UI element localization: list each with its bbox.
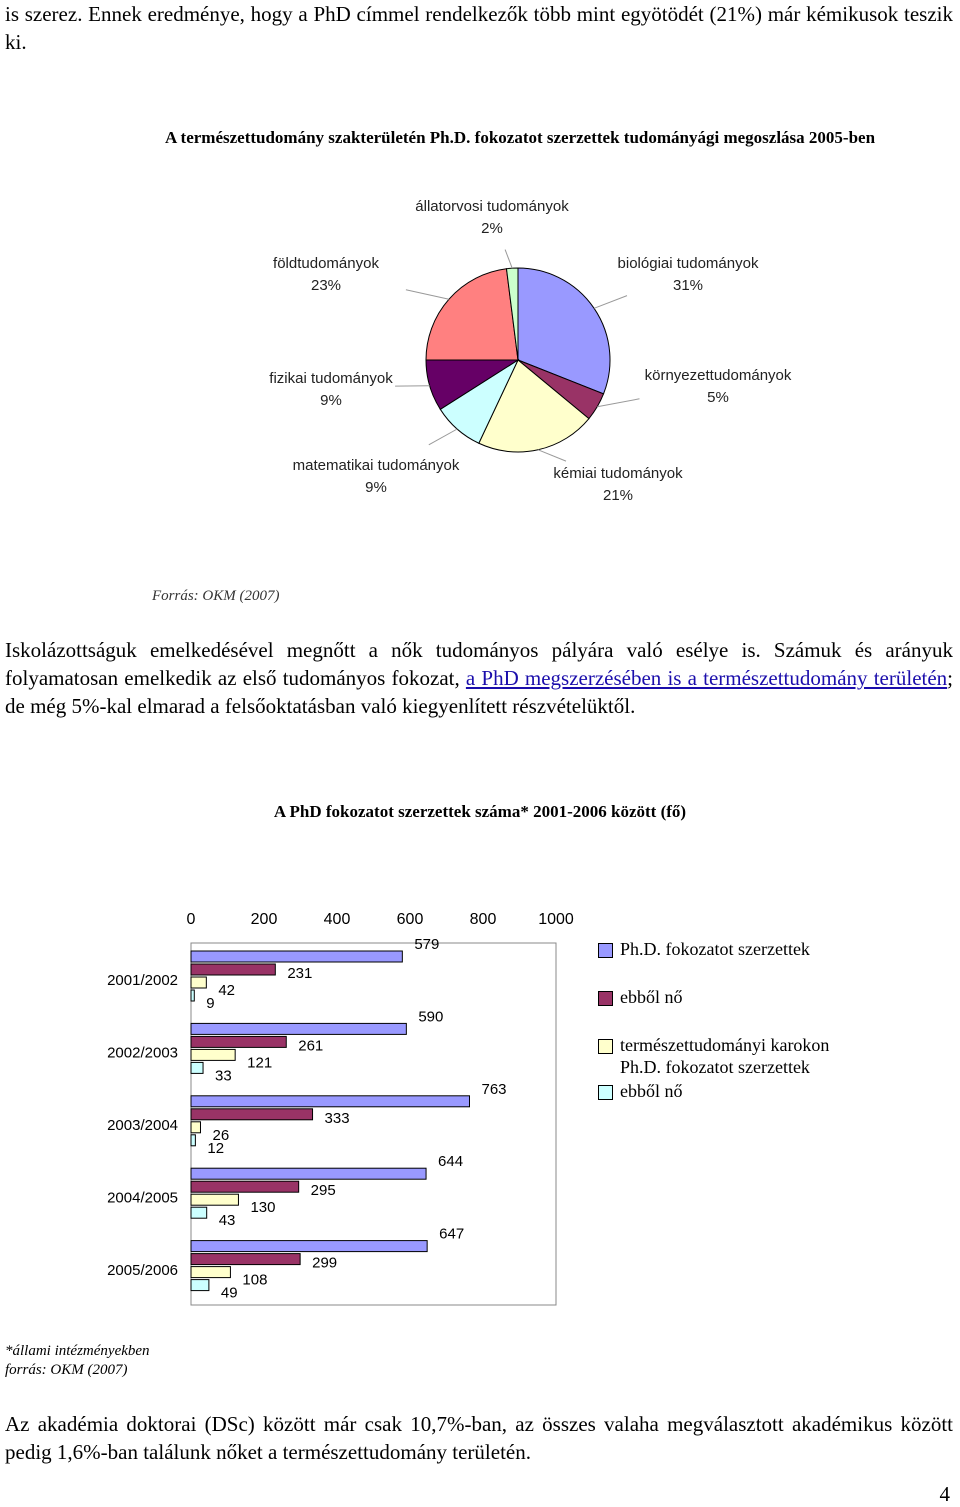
x-tick-label: 1000 — [538, 911, 574, 928]
legend-label: ebből nő — [620, 1080, 683, 1102]
phd-link[interactable]: a PhD megszerzésében is a természettudomány területén — [466, 666, 947, 690]
bar — [191, 1207, 207, 1218]
bar-value-label: 42 — [218, 982, 235, 999]
x-tick-label: 0 — [187, 911, 196, 928]
pie-slice-label: biológiai tudományok — [618, 255, 759, 272]
bar-value-label: 299 — [312, 1255, 337, 1272]
pie-slice-percent: 31% — [673, 277, 703, 294]
category-label: 2001/2002 — [107, 972, 178, 989]
bar-chart-title: A PhD fokozatot szerzettek száma* 2001-2006 között (fő) — [0, 802, 960, 822]
intro-paragraph: is szerez. Ennek eredménye, hogy a PhD címmel rendelkezők több mint egyötödét (21%) már kémikusok teszik ki. — [5, 0, 953, 56]
footnote-line-2: forrás: OKM (2007) — [5, 1361, 150, 1380]
legend-label: ebből nő — [620, 986, 683, 1008]
bar — [191, 1241, 427, 1252]
category-label: 2004/2005 — [107, 1189, 178, 1206]
bar — [191, 1135, 195, 1146]
bar — [191, 1194, 238, 1205]
bar-value-label: 43 — [219, 1212, 236, 1229]
bar — [191, 977, 206, 988]
pie-slice-label: matematikai tudományok — [293, 457, 460, 474]
legend-swatch — [598, 1039, 613, 1054]
pie-slice-percent: 23% — [311, 277, 341, 294]
bar — [191, 1254, 300, 1265]
category-label: 2002/2003 — [107, 1045, 178, 1062]
bar-value-label: 231 — [287, 965, 312, 982]
bar — [191, 1096, 469, 1107]
bar — [191, 1023, 406, 1034]
bar-value-label: 130 — [250, 1199, 275, 1216]
pie-leader-line — [429, 429, 457, 445]
bar-value-label: 647 — [439, 1226, 464, 1243]
pie-slice-label: fizikai tudományok — [269, 370, 393, 387]
paragraph-text-after: ; de még 5%-kal elmarad a felsőoktatásban való kiegyenlített részvételüktől. — [5, 666, 953, 718]
bar-chart — [0, 900, 600, 1320]
bar-value-label: 590 — [418, 1008, 443, 1025]
pie-slice-label: kémiai tudományok — [553, 465, 683, 482]
pie-chart-title: A természettudomány szakterületén Ph.D. fokozatot szerzettek tudományági megoszlása 2005-ben — [0, 128, 960, 148]
legend-swatch — [598, 1085, 613, 1100]
pie-leader-line — [597, 399, 639, 407]
paragraph-text-before: Iskolázottságuk emelkedésével megnőtt a nők tudományos pályára való esélye is. Számuk és arányuk folyamatosan emelkedik az első tudományos fokozat, — [5, 638, 953, 690]
bar — [191, 1181, 299, 1192]
x-tick-label: 800 — [470, 911, 497, 928]
bar — [191, 1109, 313, 1120]
pie-chart — [0, 150, 960, 590]
pie-slice-percent: 9% — [320, 392, 342, 409]
bar-value-label: 33 — [215, 1067, 232, 1084]
bar — [191, 990, 194, 1001]
bar — [191, 1036, 286, 1047]
pie-leader-line — [406, 290, 449, 300]
bar-value-label: 295 — [311, 1182, 336, 1199]
footnote — [5, 1342, 150, 1380]
x-tick-label: 200 — [251, 911, 278, 928]
bar-value-label: 644 — [438, 1153, 463, 1170]
pie-slice-percent: 5% — [707, 389, 729, 406]
bar-value-label: 333 — [325, 1110, 350, 1127]
pie-source-caption: Forrás: OKM (2007) — [152, 588, 280, 605]
pie-slice-percent: 9% — [365, 479, 387, 496]
bar — [191, 1168, 426, 1179]
x-tick-label: 400 — [324, 911, 351, 928]
legend-label-line2: Ph.D. fokozatot szerzettek — [620, 1056, 810, 1078]
bar — [191, 1280, 209, 1291]
bar-value-label: 579 — [414, 936, 439, 953]
bar — [191, 1062, 203, 1073]
bar-value-label: 261 — [298, 1037, 323, 1054]
legend-swatch — [598, 943, 613, 958]
legend-swatch — [598, 991, 613, 1006]
bar-value-label: 9 — [206, 995, 214, 1012]
category-label: 2003/2004 — [107, 1117, 178, 1134]
x-tick-label: 600 — [397, 911, 424, 928]
paragraph-academy: Az akadémia doktorai (DSc) között már csak 10,7%-ban, az összes valaha megválasztott akadémikus között pedig 1,6%-ban találunk nőket a természettudomány területén. — [5, 1410, 953, 1466]
legend-label: Ph.D. fokozatot szerzettek — [620, 938, 810, 960]
bar — [191, 1267, 230, 1278]
bar-value-label: 26 — [212, 1127, 229, 1144]
pie-slice-label: környezettudományok — [645, 367, 792, 384]
pie-slice-label: földtudományok — [273, 255, 379, 272]
footnote-line-1: *állami intézményekben — [5, 1342, 150, 1361]
bar — [191, 1049, 235, 1060]
paragraph-women-phd — [5, 636, 953, 720]
pie-slice-percent: 2% — [481, 220, 503, 237]
pie-slice-percent: 21% — [603, 487, 633, 504]
bar-value-label: 108 — [242, 1272, 267, 1289]
bar-value-label: 49 — [221, 1285, 238, 1302]
bar-value-label: 763 — [481, 1081, 506, 1098]
pie-leader-line — [505, 250, 512, 269]
pie-slice — [426, 269, 518, 360]
pie-leader-line — [538, 450, 566, 461]
page-number: 4 — [940, 1482, 951, 1507]
legend-label: természettudományi karokon — [620, 1034, 829, 1056]
pie-slice-label: állatorvosi tudományok — [415, 198, 569, 215]
category-label: 2005/2006 — [107, 1262, 178, 1279]
bar-value-label: 12 — [207, 1140, 224, 1157]
bar — [191, 951, 402, 962]
pie-leader-line — [594, 296, 627, 309]
bar — [191, 1122, 200, 1133]
bar — [191, 964, 275, 975]
bar-value-label: 121 — [247, 1054, 272, 1071]
